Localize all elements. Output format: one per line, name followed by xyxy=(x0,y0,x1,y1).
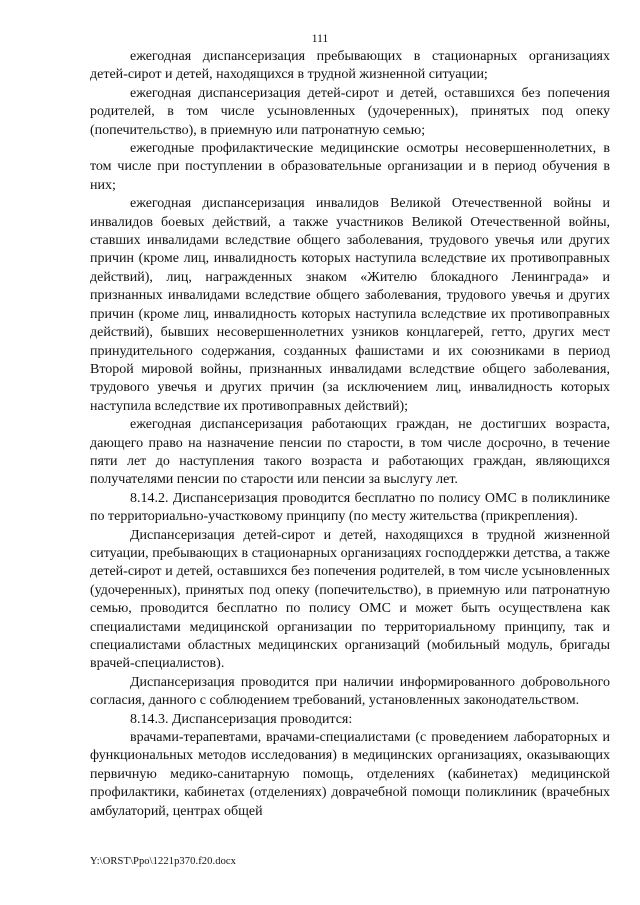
paragraph: ежегодная диспансеризация работающих граждан, не достигших возраста, дающего право на назначение пенсии по старости, в том числе досрочно, в течение пяти лет до наступления такого возраста и работающих граждан, являющихся получателями пенсии по старости или пенсии за выслугу лет. xyxy=(90,417,610,488)
file-path-footer: Y:\ORST\Ppo\1221p370.f20.docx xyxy=(90,856,237,867)
paragraph: Диспансеризация детей-сирот и детей, находящихся в трудной жизненной ситуации, пребывающих в стационарных организациях господдержки детства, а также детей-сирот и детей, оставшихся без попечения родителей, в том числе усыновленных (удочеренных), принятых под опеку (попечительство), в приемную или патронатную семью, проводится бесплатно по полису ОМС и может быть осуществлена как специалистами медицинской организации по территориальному принципу, так и специалистами областных медицинских организаций (мобильный модуль, бригады врачей-специалистов). xyxy=(90,527,610,672)
paragraph: Диспансеризация проводится при наличии информированного добровольного согласия, данного с соблюдением требований, установленных законодательством. xyxy=(90,674,610,709)
paragraph: врачами-терапевтами, врачами-специалистами (с проведением лабораторных и функциональных методов исследования) в медицинских организациях, оказывающих первичную медико-санитарную помощь, отделениях (кабинетах) медицинской профилактики, кабинетах (отделениях) доврачебной помощи поликлиник (врачебных амбулаторий, центрах общей xyxy=(90,730,610,819)
page-number: 111 xyxy=(311,33,329,45)
paragraph: ежегодная диспансеризация инвалидов Великой Отечественной войны и инвалидов боевых действий, а также участников Великой Отечественной войны, ставших инвалидами вследствие общего заболевания, трудового увечья или других причин (кроме лиц, инвалидность которых наступила вследствие их противоправных действий), лиц, награжденных знаком «Жителю блокадного Ленинграда» и признанных инвалидами вследствие общего заболевания, трудового увечья и других причин (кроме лиц, инвалидность которых наступила вследствие их противоправных действий), бывших несовершеннолетних узников концлагерей, гетто, других мест принудительного содержания, созданных фашистами и их союзниками в период Второй мировой войны, признанных инвалидами вследствие общего заболевания, трудового увечья и других причин (за исключением лиц, инвалидность которых наступила вследствие их противоправных действий); xyxy=(90,196,610,414)
paragraph: ежегодная диспансеризация пребывающих в стационарных организациях детей-сирот и детей, находящихся в трудной жизненной ситуации; xyxy=(90,49,610,83)
document-body xyxy=(90,48,610,821)
paragraph: 8.14.2. Диспансеризация проводится бесплатно по полису ОМС в поликлинике по территориально-участковому принципу (по месту жительства (прикрепления). xyxy=(90,490,610,525)
paragraph: 8.14.3. Диспансеризация проводится: xyxy=(130,711,353,727)
paragraph: ежегодная диспансеризация детей-сирот и детей, оставшихся без попечения родителей, в том числе усыновленных (удочеренных), принятых под опеку (попечительство), в приемную или патронатную семью; xyxy=(90,85,610,138)
paragraph: ежегодные профилактические медицинские осмотры несовершеннолетних, в том числе при поступлении в образовательные организации и в период обучения в них; xyxy=(90,141,610,193)
